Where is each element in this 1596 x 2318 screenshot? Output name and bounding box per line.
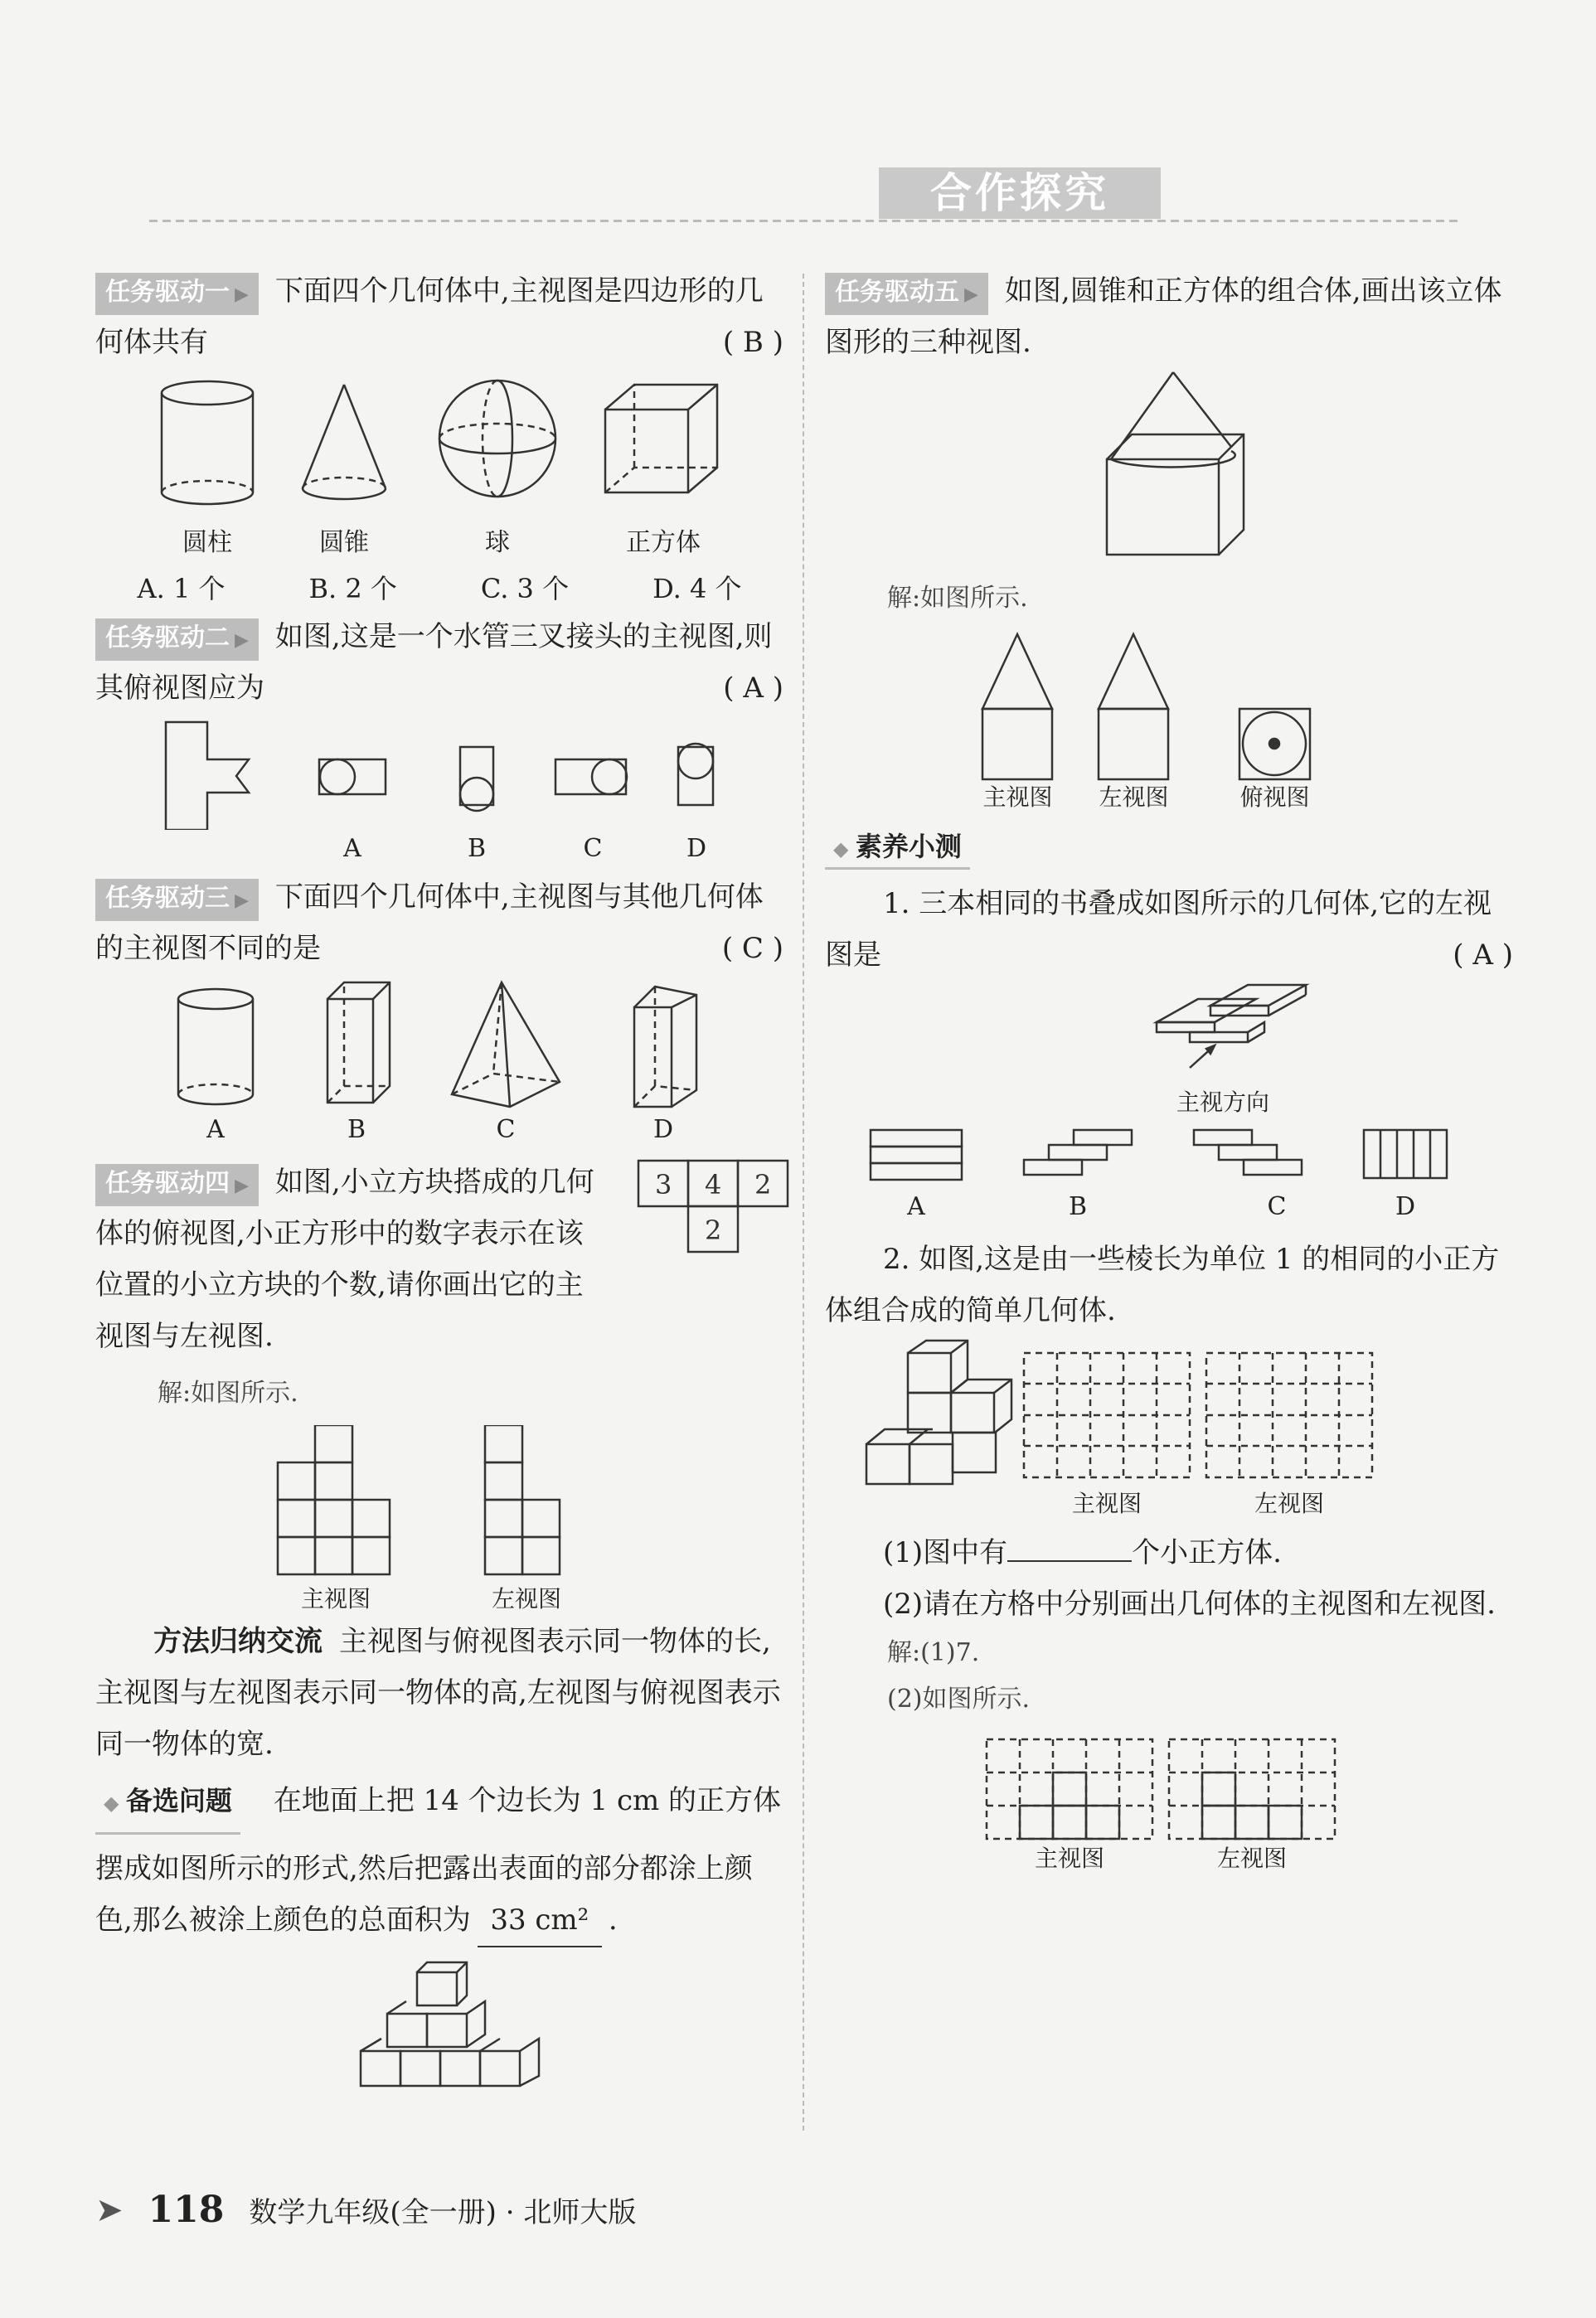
task1-tag: 任务驱动一 ▶ (95, 273, 259, 315)
quiz-q2 (825, 1234, 1513, 1880)
extra-problem (95, 1770, 783, 2105)
grid-cell-2: 4 (705, 1169, 722, 1200)
task5-views (825, 630, 1513, 821)
task4-tag: 任务驱动四 ▶ (95, 1164, 259, 1206)
task5-tag: 任务驱动五 ▶ (825, 273, 988, 315)
q1-books-figure (825, 981, 1513, 1122)
shape-label-cube: 正方体 (626, 528, 701, 557)
quiz-title: ◆ 素养小测 (825, 826, 970, 870)
task4-solution: 解:如图所示. (158, 1379, 298, 1408)
task1-options (95, 568, 783, 606)
task1-question: 下面四个几何体中,主视图是四边形的几何体共有 (95, 274, 764, 359)
left-column (95, 265, 783, 2105)
q1-option-c: C (1267, 1192, 1287, 1221)
task3-solids (95, 974, 783, 1115)
task3-label-a: A (206, 1115, 225, 1144)
page-number: 118 (148, 2189, 225, 2231)
q2-solution-drawings (825, 1731, 1513, 1847)
task4-question: 如图,小立方块搭成的几何体的俯视图,小正方形中的数字表示在该位置的小立方块的个数,请你画出它的主视图与左视图. (95, 1166, 594, 1353)
q1-books (825, 981, 1513, 1089)
extra-text: 在地面上把 14 个边长为 1 cm 的正方体摆成如图所示的形式,然后把露出表面的部分都涂上颜色,那么被涂上颜色的总面积为 (95, 1784, 782, 1937)
right-column (825, 265, 1513, 1880)
banner-line (149, 220, 1459, 222)
quiz-q1 (825, 878, 1513, 1234)
task5-solution: 解:如图所示. (887, 584, 1028, 613)
task2-pipes (95, 714, 783, 830)
q1-option-b: B (1068, 1192, 1088, 1221)
q2-part1-a: (1)图中有 (883, 1536, 1008, 1569)
task2-label-a: A (343, 834, 361, 863)
task2-question: 如图,这是一个水管三叉接头的主视图,则其俯视图应为 (95, 620, 773, 705)
column-divider (803, 274, 804, 2131)
task2-tag: 任务驱动二 ▶ (95, 618, 259, 661)
q1-direction: 主视方向 (1176, 1089, 1269, 1116)
task1-option-b: B. 2 个 (308, 573, 397, 604)
q1-answer: ( A ) (1453, 938, 1513, 972)
q2-sol-left-label: 左视图 (1216, 1845, 1287, 1872)
extra-figure (95, 1956, 783, 2105)
task1-figure (95, 368, 783, 563)
task1-answer: ( B ) (722, 326, 783, 359)
task5-solid (825, 368, 1513, 567)
q2-text: 2. 如图,这是由一些棱长为单位 1 的相同的小正方体组合成的简单几何体. (825, 1243, 1500, 1327)
q2-drawings (825, 1336, 1513, 1490)
q2-part1-b: 个小正方体. (1132, 1536, 1282, 1569)
cylinder-top (162, 381, 253, 405)
task2-answer: ( A ) (723, 672, 783, 705)
task1-option-c: C. 3 个 (480, 573, 570, 604)
task1-option-a: A. 1 个 (137, 573, 226, 604)
task4-view-drawings (95, 1425, 783, 1583)
task5-question: 如图,圆锥和正方体的组合体,画出该立体图形的三种视图. (825, 274, 1502, 359)
task5-view-drawings (825, 630, 1513, 783)
q1-option-a: A (907, 1192, 925, 1221)
task3-answer: ( C ) (721, 932, 783, 965)
shape-label-sphere: 球 (485, 528, 510, 557)
grid-cell-1: 3 (655, 1169, 672, 1200)
q2-grid-front-label: 主视图 (1071, 1490, 1142, 1517)
task2-label-c: C (583, 834, 603, 863)
q2-part1-blank[interactable] (1007, 1560, 1132, 1562)
q2-part2: (2)请在方格中分别画出几何体的主视图和左视图. (883, 1588, 1496, 1621)
q2-grid-left-label: 左视图 (1254, 1490, 1324, 1517)
task2-label-d: D (686, 834, 707, 863)
q1-text: 1. 三本相同的书叠成如图所示的几何体,它的左视图是 (825, 887, 1492, 972)
shape-label-cone: 圆锥 (319, 528, 369, 557)
task2 (95, 611, 783, 871)
shape-label-cylinder: 圆柱 (182, 528, 232, 557)
section-title: 合作探究 (879, 167, 1161, 219)
page-footer (95, 2189, 636, 2231)
grid-cell-3: 2 (754, 1169, 772, 1200)
q1-option-d: D (1395, 1192, 1416, 1221)
task4 (95, 1157, 783, 1616)
task3-label-b: B (347, 1115, 366, 1144)
q2-part1 (825, 1527, 1513, 1578)
task5 (825, 265, 1513, 821)
task3-tag: 任务驱动三 ▶ (95, 879, 259, 921)
task4-left-label: 左视图 (491, 1585, 561, 1612)
task4-views (95, 1425, 783, 1616)
task2-label-b: B (467, 834, 487, 863)
q2-sol-front-label: 主视图 (1034, 1845, 1104, 1872)
q2-solution-figure (825, 1731, 1513, 1880)
q2-sol1: 解:(1)7. (887, 1638, 980, 1667)
task3-label-d: D (652, 1115, 674, 1144)
task1-option-d: D. 4 个 (652, 573, 742, 604)
task3 (95, 871, 783, 1157)
method-title: 方法归纳交流 (153, 1625, 323, 1658)
q2-figure (825, 1336, 1513, 1527)
book-title: 数学九年级(全一册) · 北师大版 (249, 2196, 637, 2229)
task4-top-view-grid (634, 1157, 792, 1264)
task2-figure (95, 714, 783, 871)
task5-top-label: 俯视图 (1239, 783, 1310, 811)
task3-label-c: C (496, 1115, 516, 1144)
q1-options-figure (825, 1122, 1513, 1234)
method-block (95, 1616, 783, 1770)
extra-title: ◆ 备选问题 (95, 1775, 240, 1835)
extra-answer: 33 cm² (478, 1894, 602, 1947)
q2-sol2: (2)如图所示. (887, 1685, 1031, 1714)
task3-figure (95, 974, 783, 1157)
q1-option-drawings (825, 1122, 1513, 1188)
section-banner (149, 158, 1459, 232)
extra-end: . (608, 1903, 618, 1937)
task1-solids (95, 368, 783, 526)
task1 (95, 265, 783, 606)
task3-question: 下面四个几何体中,主视图与其他几何体的主视图不同的是 (95, 880, 764, 965)
task5-left-label: 左视图 (1099, 783, 1169, 811)
footer-arrow-icon: ➤ (95, 2190, 124, 2229)
method-text: 主视图与俯视图表示同一物体的长,主视图与左视图表示同一物体的高,左视图与俯视图表示同一物体的宽. (95, 1625, 781, 1761)
grid-cell-4: 2 (705, 1215, 722, 1246)
task4-front-label: 主视图 (300, 1585, 371, 1612)
task5-front-label: 主视图 (982, 783, 1053, 811)
